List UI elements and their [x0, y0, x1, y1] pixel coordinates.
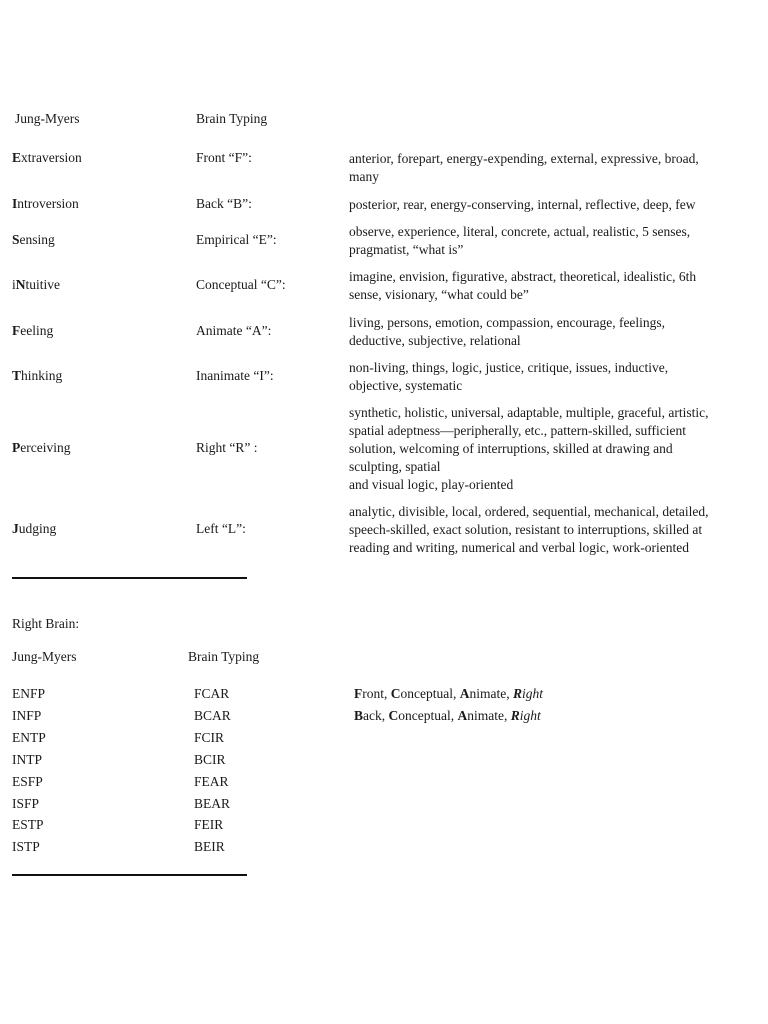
trait-rest: xtraversion	[21, 150, 82, 165]
section-divider	[12, 577, 247, 579]
trait-description	[349, 359, 759, 395]
trait-brain-type: Right “R” :	[196, 440, 258, 455]
description-line: synthetic, holistic, universal, adaptable, multiple, graceful, artistic,	[349, 405, 709, 420]
trait-prefix: i	[12, 277, 16, 292]
trait-brain-type: Empirical “E”:	[196, 232, 277, 247]
trait-rest: ensing	[19, 232, 55, 247]
header-brain-typing: Brain Typing	[196, 111, 268, 126]
rb-mbti-type: ENTP	[12, 729, 46, 745]
description-line: anterior, forepart, energy-expending, external, expressive, broad,	[349, 151, 699, 166]
rb-mbti-type: ISTP	[12, 839, 40, 855]
note-initial: F	[354, 686, 363, 701]
rb-mbti-type: INTP	[12, 751, 42, 767]
trait-brain-type: Animate “A”:	[196, 323, 272, 338]
rb-header-brain-typing: Brain Typing	[188, 649, 260, 664]
rb-brain-code: FEAR	[194, 773, 229, 789]
trait-initial: J	[12, 521, 19, 536]
note-text: ront,	[362, 686, 391, 701]
note-text-italic: ight	[522, 686, 544, 701]
description-line: objective, systematic	[349, 378, 463, 393]
note-text: ack,	[363, 707, 389, 723]
note-initial-italic: R	[512, 686, 522, 701]
description-line: and visual logic, play-oriented	[349, 477, 514, 492]
trait-description	[349, 268, 759, 304]
description-line: posterior, rear, energy-conserving, internal, reflective, deep, few	[349, 197, 696, 212]
trait-term	[12, 368, 62, 384]
rb-brain-code: BEIR	[194, 839, 225, 855]
description-line: reading and writing, numerical and verbal logic, work-oriented	[349, 540, 690, 555]
trait-brain-type: Conceptual “C”:	[196, 277, 286, 292]
note-initial: C	[390, 686, 401, 701]
description-line: deductive, subjective, relational	[349, 333, 521, 348]
trait-term	[12, 440, 70, 456]
trait-rest: erceiving	[20, 440, 71, 455]
description-line: many	[349, 169, 379, 184]
trait-rest: ntroversion	[17, 196, 79, 211]
trait-rest: eeling	[20, 323, 54, 338]
rb-brain-code: BCAR	[194, 707, 231, 723]
note-text: nimate,	[467, 707, 511, 723]
trait-term	[12, 196, 79, 212]
description-line: living, persons, emotion, compassion, encourage, feelings,	[349, 315, 666, 330]
trait-term	[12, 521, 56, 537]
note-text-italic: ight	[519, 707, 541, 723]
trait-initial: F	[12, 323, 21, 338]
trait-description	[349, 503, 759, 557]
note-initial-italic: R	[510, 707, 520, 723]
trait-brain-type: Back “B”:	[196, 196, 252, 211]
note-text: nimate,	[469, 686, 513, 701]
rb-mbti-type: ISFP	[12, 795, 40, 811]
trait-description	[349, 223, 759, 259]
description-line: imagine, envision, figurative, abstract, theoretical, idealistic, 6th	[349, 269, 697, 284]
rb-mbti-type: ESTP	[12, 817, 44, 833]
description-line: pragmatist, “what is”	[349, 242, 464, 257]
header-jung-myers: Jung-Myers	[15, 111, 80, 126]
rb-brain-code: BCIR	[194, 751, 226, 767]
trait-description	[349, 150, 759, 186]
trait-term	[12, 277, 60, 293]
trait-rest: tuitive	[25, 277, 61, 292]
rb-mbti-type: ENFP	[12, 686, 46, 701]
trait-rest: udging	[18, 521, 57, 536]
description-line: speech-skilled, exact solution, resistant to interruptions, skilled at	[349, 522, 703, 537]
description-line: sculpting, spatial	[349, 459, 441, 474]
trait-description	[349, 196, 759, 214]
trait-initial: N	[15, 277, 26, 292]
trait-term	[12, 232, 55, 248]
rb-note	[354, 686, 543, 702]
rb-brain-code: BEAR	[194, 795, 231, 811]
note-text: onceptual,	[398, 707, 458, 723]
trait-brain-type: Inanimate “I”:	[196, 368, 274, 383]
trait-description	[349, 404, 759, 494]
note-initial: A	[457, 707, 468, 723]
description-line: sense, visionary, “what could be”	[349, 287, 529, 302]
rb-note	[354, 708, 541, 724]
trait-rest: hinking	[21, 368, 63, 383]
trait-brain-type: Left “L”:	[196, 521, 246, 536]
trait-initial: T	[12, 368, 22, 383]
rb-brain-code: FCIR	[194, 729, 225, 745]
trait-initial: P	[12, 440, 21, 455]
description-line: non-living, things, logic, justice, critique, issues, inductive,	[349, 360, 669, 375]
trait-initial: S	[12, 232, 20, 247]
note-text: onceptual,	[400, 686, 460, 701]
trait-initial: E	[12, 150, 22, 165]
description-line: solution, welcoming of interruptions, skilled at drawing and	[349, 441, 673, 456]
note-initial: B	[354, 707, 364, 723]
rb-mbti-type: INFP	[12, 707, 42, 723]
trait-term	[12, 150, 82, 166]
rb-brain-code: FEIR	[194, 817, 224, 833]
trait-description	[349, 314, 759, 350]
description-line: analytic, divisible, local, ordered, sequential, mechanical, detailed,	[349, 504, 709, 519]
note-initial: C	[388, 707, 399, 723]
rb-header-jung-myers: Jung-Myers	[12, 649, 77, 664]
rb-brain-code: FCAR	[194, 686, 230, 701]
description-line: observe, experience, literal, concrete, actual, realistic, 5 senses,	[349, 224, 691, 239]
right-brain-title: Right Brain:	[12, 616, 80, 631]
bottom-divider	[12, 874, 247, 876]
trait-term	[12, 323, 53, 339]
trait-brain-type: Front “F”:	[196, 150, 252, 165]
note-initial: A	[459, 686, 470, 701]
trait-initial: I	[12, 196, 18, 211]
description-line: spatial adeptness—peripherally, etc., pattern-skilled, sufficient	[349, 423, 687, 438]
rb-mbti-type: ESFP	[12, 773, 43, 789]
